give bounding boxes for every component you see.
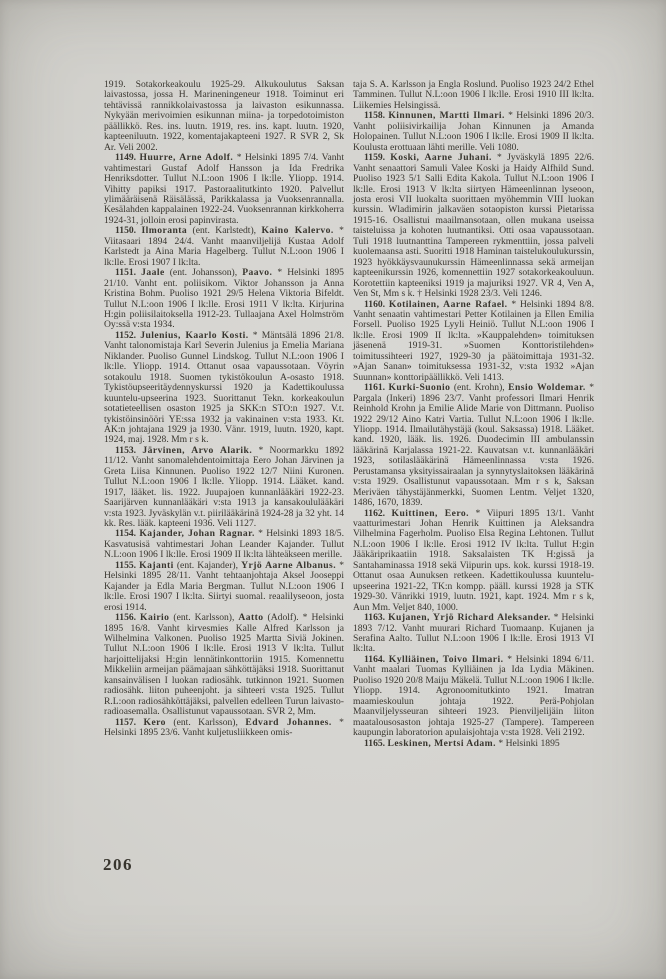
entry-name: Kurki-Suonio — [388, 382, 451, 394]
entry-name: Kujanen, Yrjö Richard Aleksander. — [388, 612, 551, 624]
entry-text: * Helsinki 1894 6/11. Vanht maalari Tuomas Kylliäinen ja Ida Lydia Mäkinen. Puoliso 1920 20/8 Maiju Mäkelä. Tullut N.L:oon 1906 I lk:lle. Yliopp. 1914. Agronoomitutkinto 1921. Imatran maamieskoulun johtaja 1922. Perä-Pohjolan Maanviljelysseuran sihteeri 1923. Pienviljelijäin liiton maatalousosaston johtaja 1925-27 (Tampere). Tampereen kaupungin laboratorion apulaisjohtaja v:sta 1928. Veli 2192. — [353, 653, 594, 739]
entry-text: * Helsinki 1895 7/4. Vanht vahtimestari Gustaf Adolf Hansson ja Ida Fredrika Henriksdotter. Tullut N.L:oon 1906 I lk:lle. Yliopp. 1914. Vihitty papiksi 1917. Pastoraalitutkinto 1920. Palvellut ylimääräisenä Räisälässä, Parikkalassa ja Vuoksenrannalla. Kesälahden kappalainen 1922-24. Vuoksenrannan kirkkoherra 1924-31, jolloin erosi papinvirasta. — [104, 152, 344, 226]
entry-number: 1164. — [364, 653, 389, 665]
entry-number: 1163. — [364, 612, 389, 624]
entry-text: (ent. Kajander), — [173, 559, 242, 571]
left-column — [104, 80, 344, 749]
entry-number: 1159. — [364, 152, 391, 164]
entry-text: * Helsinki 1896 20/3. Vanht poliisivirkailija Johan Kinnunen ja Amanda Holopainen. Tullut N.L:oon 1906 I lk:lle. Erosi 1909 II lk:lta. Koulusta erottuaan lähti merille. Veli 1080. — [353, 110, 595, 153]
entry-text: * Helsinki 1894 8/8. Vanht senaatin vahtimestari Petter Kotilainen ja Ellen Emilia Forsell. Puoliso 1925 Lyyli Heiniö. Tullut N.L:oon 1906 I lk:lle. Erosi 1909 II lk:lta. »Kauppalehden» toimituksen jäsenenä 1919-31. »Suomen Konttoristilehden» toimitussihteeri 1927, 1929-30 ja päätoimittaja 1931-32. »Ajan Sanan» toimituksessa 1931-32, v:sta 1932 »Ajan Suunnan» konttoripäällikkö. Veli 1413. — [353, 298, 594, 383]
entry-1156 — [104, 613, 344, 718]
continuation-paragraph — [353, 80, 594, 111]
entry-1153 — [104, 446, 344, 530]
entry-name: Kotilainen, Aarne Rafael. — [388, 298, 508, 310]
entry-text: (ent. Johansson), — [164, 267, 243, 279]
entry-name: Kaino Kalervo. — [261, 225, 334, 237]
entry-number: 1162. — [364, 507, 392, 519]
entry-text: * Noormarkku 1892 11/12. Vanht sanomalehdentoimittaja Eero Johan Järvinen ja Greta Liisa Kinnunen. Puoliso 1922 12/7 Niini Kuronen. Tullut N.L:oon 1906 I lk:lle. Yliopp. 1914. Lääket. kand. 1917, lääket. lis. 1922. Juupajoen kunnanlääkäri 1922-23. Saarijärven kunnanlääkäri v:sta 1913 ja kansakoululääkäri v:sta 1923. Jyväskylän v.t. piirilääkärinä 1924-28 ja 32 yht. 14 kk. Res. lääk. kapteeni 1936. Veli 1127. — [104, 444, 344, 530]
page-number: 206 — [103, 855, 133, 874]
entry-name: Aatto — [238, 612, 264, 624]
entry-text: * Helsinki 1895 — [495, 737, 560, 749]
entry-1159 — [353, 153, 594, 299]
entry-name: Huurre, Arne Adolf. — [139, 152, 234, 164]
entry-number: 1151. — [115, 267, 142, 279]
entry-number: 1150. — [115, 225, 142, 237]
entry-1160 — [353, 300, 594, 384]
entry-name: Paavo. — [242, 267, 273, 279]
entry-number: 1152. — [115, 329, 141, 341]
entry-text: * Jyväskylä 1895 22/6. Vanht senaattori Samuli Valee Koski ja Haidy Alfhild Sund. Puoliso 1923 5/1 Salli Edita Kakola. Tullut N.L:oon 1906 I lk:lle. Erosi 1913 V lk:lta siirtyen Hämeenlinnan lyseoon, josta erosi VII luokalta suorittaen myöhemmin VIII luokan kurssin. Wladimirin jalkaväen sotaopiston kurssi Pietarissa 1915-16. Osallistui maailmansotaan, ollen mukana useissa taisteluissa ja kohoten luutnantiksi. Otti osaa vapaussotaan. Tuli 1918 luutnanttina Tampereen rykmenttiin, jossa palveli kuolemaansa asti. Suoritti 1918 Haminan taistelukoulukurssin, 1923 hyökkäysvaunukurssin Hämeenlinnassa sekä armeijan kapteenikurssin 1926, komennettiin 1927 sotakorkeakouluun. Korotettiin kapteeniksi 1919 ja majuriksi 1927. VR 4, Ven A, Ven St, Mm s k. † Helsinki 1928 23/3. Veli 1246. — [353, 152, 594, 300]
entry-text: * Helsinki 1895 21/10. Vanht ent. poliisikom. Viktor Johansson ja Anna Kristina Bohm. Puoliso 1921 29/5 Helena Viktoria Bifeldt. Tullut N.L:oon 1906 I lk:lle. Erosi 1911 V lk:lta. Kirjurina H:gin poliisilaitoksella 1912-23. Tullaajana Axel Holmström Oy:ssä v:sta 1934. — [104, 267, 344, 331]
entry-name: Ilmoranta — [141, 225, 188, 237]
entry-1149 — [104, 153, 344, 226]
entry-number: 1155. — [115, 559, 140, 571]
entry-text: * Pargala (Inkeri) 1896 23/7. Vanht professori Ilmari Henrik Reinhold Krohn ja Emilie Alide Marie von Dittmann. Puoliso 1922 29/12 Aino Katri Vartia. Tullut N.L:oon 1906 I lk:lle. Yliopp. 1914. Ilmailutähystäjä (koul. Saksassa) 1918. Lääket. kand. 1920, lääk. lis. 1926. Duodecimin III ambulanssin lääkärinä Karjalassa 1921-22. Kauvatsan v.t. kunnanlääkäri 1923, sotilaslääkärinä Hämeenlinnassa v:sta 1926. Perustamansa yksityissairaalan ja synnytyslaitoksen lääkärinä v:sta 1929. Osallistunut vapaussotaan. Mm r s k, Saksan Meriväen tähystäjänmerkki, Suomen Lentm. Veljet 1320, 1486, 1670, 1839. — [353, 382, 594, 509]
entry-1157 — [104, 718, 344, 739]
right-column — [353, 80, 594, 749]
entry-text: (ent. Karlstedt), — [187, 225, 262, 237]
entry-name: Kuittinen, Eero. — [391, 507, 469, 519]
entry-1162 — [353, 509, 594, 614]
entry-number: 1158. — [364, 110, 389, 122]
entry-text: * Mäntsälä 1896 21/8. Vanht talonomistaja Karl Severin Julenius ja Emelia Mariana Niklander. Puoliso Gunnel Lindskog. Tullut N.L:oon 1906 I lk:lle. Yliopp. 1914. Ottanut osaa vapaussotaan. Vöyrin sotakoulu 1918. Suomen tykistökoulun A-osasto 1918. Tykistöupseeritäydennyskurssi 1920 ja Kadettikoulussa kuuntelu-upseerina 1923. Suorittanut Tekn. korkeakoulun sotatieteellisen osaston 1925 ja SKK:n STO:n 1927. V.t. tykistöinsinööri YE:ssa 1932 ja vakinainen v:sta 1933. Kt. AK:n johtajana 1929 ja 1930. Vänr. 1919, luutn. 1920, kapt. 1924, maj. 1928. Mm r s k. — [104, 329, 344, 446]
entry-name: Kero — [143, 716, 166, 728]
entry-name: Edvard Johannes. — [245, 716, 332, 728]
entry-name: Järvinen, Arvo Alarik. — [142, 444, 253, 456]
entry-number: 1153. — [115, 444, 143, 456]
entry-name: Kajanti — [139, 559, 174, 571]
entry-name: Kajander, Johan Ragnar. — [139, 528, 255, 540]
entry-1164 — [353, 655, 594, 739]
entry-1151 — [104, 268, 344, 331]
entry-1165 — [353, 739, 594, 749]
entry-number: 1149. — [115, 152, 140, 164]
entry-name: Julenius, Kaarlo Kosti. — [140, 329, 249, 341]
entry-text: * Helsinki 1895 28/11. Vanht tehtaanjohtaja Aksel Jooseppi Kajander ja Edla Maria Bergman. Tullut N.L:oon 1906 I lk:lle. Erosi 1907 I lk:lta. Siirtyi suomal. reaalilyseoon, josta erosi 1914. — [104, 559, 344, 613]
entry-number: 1156. — [115, 612, 141, 624]
entry-1152 — [104, 331, 344, 446]
entry-text: * Viipuri 1895 13/1. Vanht vaatturimestari Johan Henrik Kuittinen ja Aleksandra Vilhelmina Fagerholm. Puoliso Elsa Regina Lehtonen. Tullut N.L:oon 1906 I lk:lle. Erosi 1912 IV lk:lta. Tullut H:gin Jääkäriprikaatiin 1918. Saksalaisten TK H:gissä ja Santahaminassa 1918 sekä Viipurin ups. kok. kurssi 1918-19. Ottanut osaa Aunuksen retkeen. Kadettikoulussa kuuntelu-upseerina 1921-22, TK:n kompp. pääll. kurssi 1928 ja STK 1929-30. Vänrikki 1919, luutn. 1921, kapt. 1924. Mm r s k, Aun Mm. Veljet 840, 1000. — [353, 507, 594, 613]
entry-text: * Helsinki 1895 23/6. Vanht kuljetusliikkeen omis- — [104, 716, 344, 739]
entry-text: 1919. Sotakorkeakoulu 1925-29. Alkukoulutus Saksan laivastossa, jossa H. Marineningeneur 1918. Toiminut eri tehtävissä rannikkolaivastossa ja laivaston esikunnassa. Nykyään merivoimien esikunnan miina- ja torpedotoimiston päällikkö. Res. ins. luutn. 1919, res. ins. kapt. luutn. 1920, kapteeniluutn. 1922, komentajakapteeni 1927. R SVR 2, Sk Ar. Veli 2002. — [104, 79, 344, 153]
entry-1158 — [353, 111, 594, 153]
entry-name: Leskinen, Mertsi Adam. — [387, 737, 496, 749]
entry-1155 — [104, 561, 344, 613]
entry-text: (Adolf). * Helsinki 1895 16/8. Vanht kirvesmies Kalle Alfred Karlsson ja Wilhelmina Valkonen. Puoliso 1925 Martta Siviä Jokinen. Tullut N.L:oon 1906 I lk:lle. Erosi 1913 V lk:lta. Tullut harjoittelijaksi H:gin lennätinkonttoriin 1915. Komennettu Mikkeliin armeijan päämajaan sähköttäjäksi 1918. Suorittanut kansainvälisen I luokan radiosähk. tutkinnon 1921. Suomen radiosähk. liiton puheenjoht. ja sihteeri v:sta 1925. Tullut R.L:oon radiosähköttäjäksi, palvellen edelleen Turun laivasto-radioasemalla. Osallistunut vapaussotaan. SVR 2, Mm. — [104, 612, 344, 718]
entry-number: 1161. — [364, 382, 389, 394]
entry-text: (ent. Karlsson), — [165, 716, 246, 728]
text-block — [104, 80, 594, 749]
entry-text: * Helsinki 1893 7/12. Vanht muurari Richard Tuomaanp. Kujanen ja Serafina Aalto. Tullut N.L:oon 1906 I lk:lle. Erosi 1913 VI lk:lta. — [353, 612, 594, 655]
entry-name: Koski, Aarne Juhani. — [390, 152, 492, 164]
entry-name: Ensio Woldemar. — [508, 382, 586, 394]
entry-1154 — [104, 529, 344, 560]
entry-1150 — [104, 226, 344, 268]
entry-text: * Viitasaari 1894 24/4. Vanht maanviljelijä Kustaa Adolf Karlstedt ja Aina Maria Hagelberg. Tullut N.L:oon 1906 I lk:lle. Erosi 1907 I lk:lta. — [104, 225, 344, 268]
entry-text: taja S. A. Karlsson ja Engla Roslund. Puoliso 1923 24/2 Ethel Tamminen. Tullut N.L:oon 1906 I lk:lle. Erosi 1910 III lk:lta. Liikemies Helsingissä. — [353, 79, 594, 111]
entry-name: Kylliäinen, Toivo Ilmari. — [388, 653, 504, 665]
entry-number: 1154. — [115, 528, 140, 540]
entry-text: * Helsinki 1893 18/5. Kasvatusisä vahtimestari Johan Leander Kajander. Tullut N.L:oon 1906 I lk:lle. Erosi 1909 II lk:lta lähteäkseen merille. — [104, 528, 344, 561]
entry-name: Jaale — [141, 267, 165, 279]
entry-name: Kairio — [140, 612, 170, 624]
entry-number: 1160. — [364, 298, 389, 310]
entry-name: Yrjö Aarne Albanus. — [241, 559, 337, 571]
entry-number: 1157. — [115, 716, 144, 728]
entry-name: Kinnunen, Martti Ilmari. — [388, 110, 505, 122]
entry-text: (ent. Krohn), — [450, 382, 509, 394]
entry-text: (ent. Karlsson), — [169, 612, 239, 624]
entry-number: 1165. — [364, 737, 388, 749]
continuation-paragraph — [104, 80, 344, 153]
entry-1163 — [353, 613, 594, 655]
entry-1161 — [353, 383, 594, 508]
